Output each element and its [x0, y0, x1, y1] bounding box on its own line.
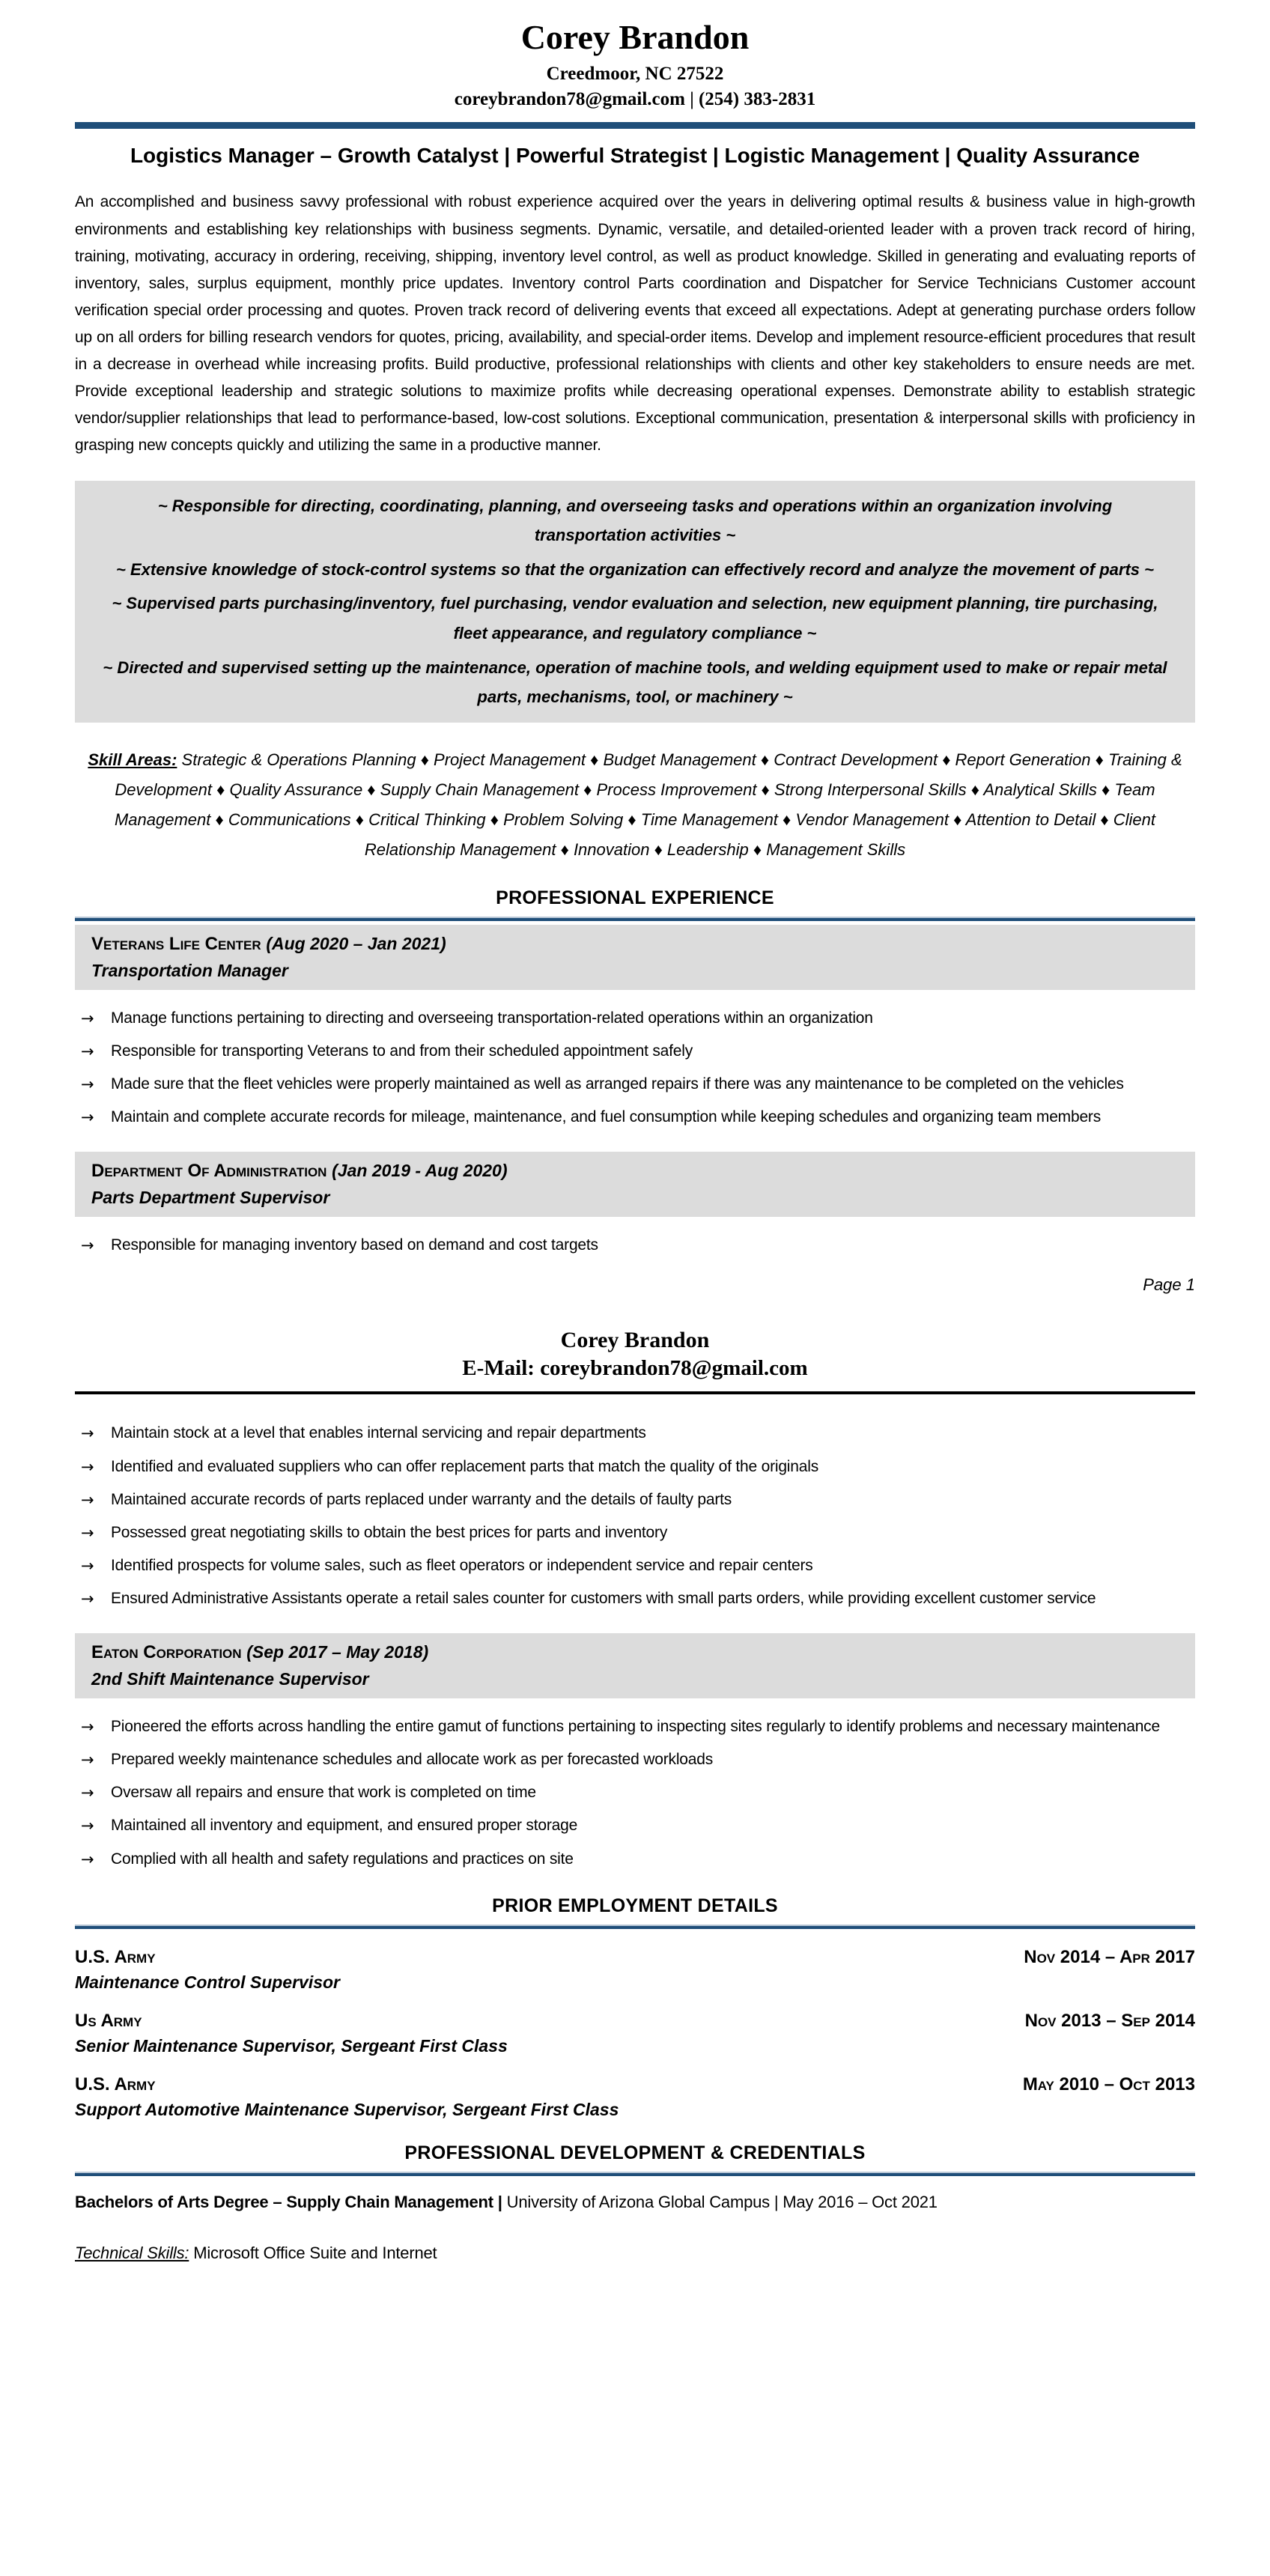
prior-company: U.S. Army — [75, 1946, 156, 1967]
bullet-item — [75, 1713, 1195, 1740]
location-text: Creedmoor, NC 27522 — [546, 63, 724, 84]
bullet-text: Maintain stock at a level that enables internal servicing and repair departments — [111, 1424, 646, 1442]
technical-skills-label: Technical Skills: — [75, 2243, 189, 2262]
arrow-bullet-icon: → — [81, 1556, 94, 1575]
prior-company: Us Army — [75, 2010, 142, 2031]
page2-divider-black — [75, 1391, 1195, 1394]
job-dates: (Aug 2020 – Jan 2021) — [266, 933, 446, 953]
bullet-text: Oversaw all repairs and ensure that work is completed on time — [111, 1784, 536, 1802]
bullet-item — [75, 1453, 1195, 1480]
bullet-text: Responsible for managing inventory based on demand and cost targets — [111, 1236, 598, 1254]
prior-entry-line — [75, 2011, 1195, 2032]
highlight-statement: ~ Supervised parts purchasing/inventory, fuel purchasing, vendor evaluation and selection, new equipment planning, tire purchasing, fleet appearance, and regulatory compliance ~ — [112, 594, 1158, 643]
bullet-item — [75, 1812, 1195, 1839]
highlight-statement: ~ Directed and supervised setting up the maintenance, operation of machine tools, and welding equipment used to make or repair metal parts, mechanisms, tool, or machinery ~ — [103, 657, 1167, 707]
bullet-text: Possessed great negotiating skills to obtain the best prices for parts and inventory — [111, 1523, 668, 1541]
company-name: Veterans Life Center — [91, 933, 261, 954]
job-header-eaton-corporation — [75, 1633, 1195, 1698]
arrow-bullet-icon: → — [81, 1784, 94, 1802]
job-title: 2nd Shift Maintenance Supervisor — [91, 1669, 369, 1689]
arrow-bullet-icon: → — [81, 1042, 94, 1060]
job-header-veterans-life-center — [75, 925, 1195, 990]
job-dates: (Jan 2019 - Aug 2020) — [332, 1161, 508, 1181]
bullet-text: Prepared weekly maintenance schedules and allocate work as per forecasted workloads — [111, 1751, 714, 1769]
summary-paragraph: An accomplished and business savvy professional with robust experience acquired over the years in delivering optimal results & business value in high-growth environments and establishing key relationships with business segments. Dynamic, versatile, and detailed-oriented leader with a proven track record of hiring, training, motivating, accuracy in ordering, receiving, shipping, inventory level control, as well as product knowledge. Skilled in generating and evaluating reports of inventory, sales, surplus equipment, monthly price updates. Inventory control Parts coordination and Dispatcher for Service Technicians Customer account verification special order processing and quotes. Proven track record of delivering events that exceed all expectations. Adept at generating purchase orders follow up on all orders for billing research vendors for quotes, pricing, availability, and special-order items. Develop and implement resource-efficient procedures that result in a decrease in overhead while increasing profits. Build productive, professional relationships with clients and other key stakeholders to ensure needs are met. Provide exceptional leadership and strategic solutions to maximize profits while decreasing operational expenses. Demonstrate ability to establish strategic vendor/supplier relationships that lead to performance-based, low-cost solutions. Exceptional communication, presentation & interpersonal skills with proficiency in grasping new concepts quickly and utilizing the same in a productive manner. — [75, 193, 1195, 455]
bullet-item — [75, 1232, 1195, 1259]
arrow-bullet-icon: → — [81, 1589, 94, 1608]
bullet-item — [75, 1420, 1195, 1447]
bullet-item — [75, 1486, 1195, 1513]
prior-entry-line — [75, 1947, 1195, 1968]
degree-line — [75, 2193, 1195, 2212]
bullet-text: Ensured Administrative Assistants operate a retail sales counter for customers with small parts orders, while providing excellent customer service — [111, 1589, 1096, 1607]
prior-entry — [75, 1947, 1195, 1993]
job-header-line — [91, 934, 1179, 955]
company-name: Eaton Corporation — [91, 1642, 242, 1663]
section-heading-professional-development: PROFESSIONAL DEVELOPMENT & CREDENTIALS — [404, 2142, 866, 2163]
degree-school-dates: University of Arizona Global Campus | May 2016 – Oct 2021 — [506, 2192, 938, 2211]
prior-entry-line — [75, 2074, 1195, 2095]
arrow-bullet-icon: → — [81, 1523, 94, 1542]
technical-skills-text: Microsoft Office Suite and Internet — [193, 2243, 437, 2262]
bullet-item — [75, 1846, 1195, 1873]
highlight-statement: ~ Responsible for directing, coordinating, planning, and overseeing tasks and operations within an organization involving transportation activities ~ — [157, 496, 1113, 545]
headline: Logistics Manager – Growth Catalyst | Powerful Strategist | Logistic Management | Quality Assurance — [130, 143, 1140, 167]
bullet-text: Identified prospects for volume sales, such as fleet operators or independent service and repair centers — [111, 1556, 813, 1574]
bullet-item — [75, 1104, 1195, 1131]
arrow-bullet-icon: → — [81, 1718, 94, 1737]
arrow-bullet-icon: → — [81, 1751, 94, 1770]
prior-entry — [75, 2011, 1195, 2056]
prior-title: Support Automotive Maintenance Supervisor, Sergeant First Class — [75, 2099, 619, 2119]
section-heading-professional-experience: PROFESSIONAL EXPERIENCE — [496, 887, 774, 908]
highlights-box — [75, 481, 1195, 723]
bullet-text: Maintained accurate records of parts replaced under warranty and the details of faulty parts — [111, 1490, 732, 1508]
bullet-item — [75, 1585, 1195, 1612]
arrow-bullet-icon: → — [81, 1424, 94, 1443]
bullet-text: Identified and evaluated suppliers who can offer replacement parts that match the quality of the originals — [111, 1457, 818, 1475]
bullet-item — [75, 1071, 1195, 1098]
prior-title: Senior Maintenance Supervisor, Sergeant First Class — [75, 2035, 508, 2056]
highlight-statement: ~ Extensive knowledge of stock-control systems so that the organization can effectively record and analyze the movement of parts ~ — [116, 559, 1154, 579]
section-divider-navy — [75, 2172, 1195, 2176]
arrow-bullet-icon: → — [81, 1075, 94, 1094]
bullet-item — [75, 1779, 1195, 1806]
candidate-name: Corey Brandon — [520, 18, 750, 56]
bullet-list — [75, 1232, 1195, 1259]
bullet-text: Maintained all inventory and equipment, and ensured proper storage — [111, 1817, 578, 1835]
arrow-bullet-icon: → — [81, 1490, 94, 1509]
arrow-bullet-icon: → — [81, 1236, 94, 1255]
technical-skills-line — [75, 2244, 1195, 2263]
section-divider-navy — [75, 1925, 1195, 1929]
section-divider-navy — [75, 917, 1195, 921]
job-title: Parts Department Supervisor — [91, 1188, 330, 1208]
bullet-text: Manage functions pertaining to directing and overseeing transportation-related operations within an organization — [111, 1009, 873, 1027]
degree-name: Bachelors of Arts Degree – Supply Chain Management | — [75, 2192, 502, 2211]
resume-document — [0, 18, 1270, 2285]
bullet-item — [75, 1746, 1195, 1773]
arrow-bullet-icon: → — [81, 1817, 94, 1835]
page2-email-line: E-Mail: coreybrandon78@gmail.com — [462, 1356, 808, 1381]
company-name: Department Of Administration — [91, 1161, 327, 1182]
arrow-bullet-icon: → — [81, 1457, 94, 1476]
job-header-line — [91, 1161, 1179, 1182]
skill-areas-block — [75, 745, 1195, 865]
skill-areas-label: Skill Areas: — [88, 750, 177, 769]
job-title: Transportation Manager — [91, 960, 288, 980]
job-header-line — [91, 1642, 1179, 1663]
bullet-list — [75, 1420, 1195, 1612]
bullet-text: Made sure that the fleet vehicles were properly maintained as well as arranged repairs if there was any maintenance to be completed on the vehicles — [111, 1075, 1124, 1093]
bullet-item — [75, 1005, 1195, 1032]
bullet-text: Complied with all health and safety regulations and practices on site — [111, 1850, 574, 1868]
prior-entry — [75, 2074, 1195, 2120]
job-header-department-of-administration — [75, 1152, 1195, 1217]
prior-company: U.S. Army — [75, 2074, 156, 2094]
bullet-list — [75, 1005, 1195, 1131]
section-heading-prior-employment: PRIOR EMPLOYMENT DETAILS — [492, 1895, 778, 1916]
prior-dates: May 2010 – Oct 2013 — [1022, 2074, 1195, 2094]
job-dates: (Sep 2017 – May 2018) — [246, 1642, 429, 1662]
bullet-text: Pioneered the efforts across handling the entire gamut of functions pertaining to inspecting sites regularly to identify problems and necessary maintenance — [111, 1718, 1160, 1736]
bullet-text: Responsible for transporting Veterans to and from their scheduled appointment safely — [111, 1042, 693, 1060]
arrow-bullet-icon: → — [81, 1009, 94, 1027]
prior-dates: Nov 2013 – Sep 2014 — [1024, 2010, 1195, 2031]
contact-text: coreybrandon78@gmail.com | (254) 383-2831 — [454, 88, 816, 109]
prior-dates: Nov 2014 – Apr 2017 — [1024, 1946, 1195, 1967]
arrow-bullet-icon: → — [81, 1850, 94, 1868]
bullet-item — [75, 1519, 1195, 1546]
page-number: Page 1 — [1143, 1275, 1195, 1295]
bullet-item — [75, 1552, 1195, 1579]
skill-areas-list: Strategic & Operations Planning ♦ Project Management ♦ Budget Management ♦ Contract Development ♦ Report Generation ♦ Training & Development ♦ Quality Assurance ♦ Supply Chain Management ♦ Process Improvement ♦ Strong Interpersonal Skills ♦ Analytical Skills ♦ Team Management ♦ Communications ♦ Critical Thinking ♦ Problem Solving ♦ Time Management ♦ Vendor Management ♦ Attention to Detail ♦ Client Relationship Management ♦ Innovation ♦ Leadership ♦ Management Skills — [114, 750, 1182, 859]
arrow-bullet-icon: → — [81, 1108, 94, 1127]
bullet-item — [75, 1038, 1195, 1065]
prior-title: Maintenance Control Supervisor — [75, 1972, 341, 1992]
header-divider-navy — [75, 122, 1195, 129]
bullet-list — [75, 1713, 1195, 1873]
page2-candidate-name: Corey Brandon — [560, 1328, 710, 1353]
bullet-text: Maintain and complete accurate records for mileage, maintenance, and fuel consumption while keeping schedules and organizing team members — [111, 1108, 1102, 1126]
